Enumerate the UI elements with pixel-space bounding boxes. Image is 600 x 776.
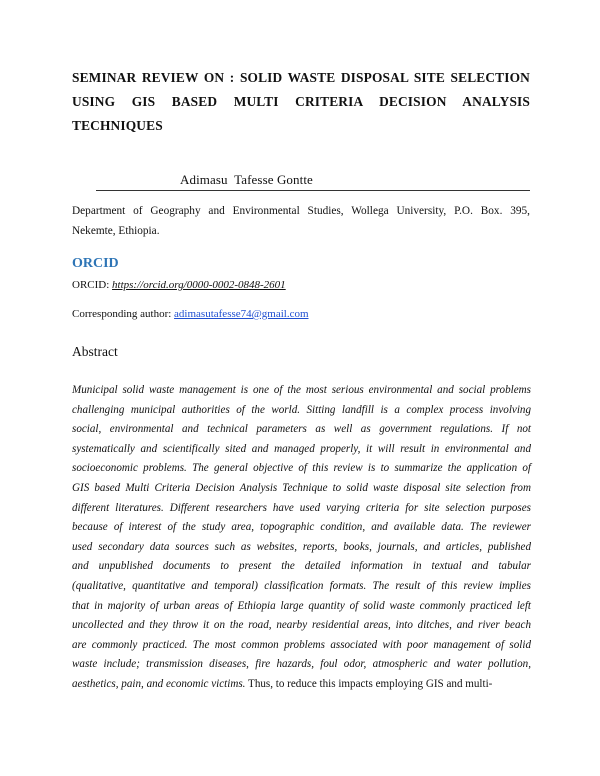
title-line: SEMINAR REVIEW ON : SOLID WASTE DISPOSAL SITE SELECTION bbox=[72, 70, 530, 85]
author-divider bbox=[96, 190, 530, 191]
abstract-last-italic: aesthetics, pain, and economic victims. bbox=[72, 677, 246, 690]
affiliation-line: Department of Geography and Environmental Studies, Wollega University, P.O. Box. 395, bbox=[72, 205, 530, 217]
affiliation-line: Nekemte, Ethiopia. bbox=[72, 225, 160, 237]
abstract-line: different literatures. Different researchers have used varying criteria for site selection purposes bbox=[72, 501, 531, 514]
email-link[interactable]: adimasutafesse74@gmail.com bbox=[174, 308, 309, 320]
abstract-line bbox=[72, 675, 531, 695]
abstract-line: waste include; transmission diseases, fire hazards, foul odor, atmospheric and water pollution, bbox=[72, 658, 531, 671]
abstract-line: and unpublished documents to present the detailed information in textual and tabular bbox=[72, 560, 531, 573]
paper-title bbox=[72, 66, 530, 138]
corresponding-author bbox=[72, 308, 309, 320]
abstract-line: are commonly practiced. The most common problems associated with poor management of solid bbox=[72, 638, 531, 651]
title-line: USING GIS BASED MULTI CRITERIA DECISION ANALYSIS bbox=[72, 94, 530, 109]
title-line: TECHNIQUES bbox=[72, 118, 163, 133]
abstract-line: systematically and scientifically sited and managed properly, it will result in environmental and bbox=[72, 442, 531, 455]
abstract-line: socioeconomic problems. The general objective of this review is to summarize the application of bbox=[72, 462, 531, 475]
abstract-line: social, environmental and technical parameters as well as government regulations. If not bbox=[72, 423, 531, 436]
abstract-line: GIS based Multi Criteria Decision Analysis Technique to solid waste disposal site selection from bbox=[72, 481, 531, 494]
abstract-line: that in majority of urban areas of Ethiopia large quantity of solid waste commonly practiced left bbox=[72, 599, 531, 612]
abstract-last-upright: Thus, to reduce this impacts employing GIS and multi- bbox=[245, 677, 493, 690]
orcid-line bbox=[72, 279, 286, 291]
corresponding-label: Corresponding author: bbox=[72, 308, 175, 320]
abstract-body bbox=[72, 381, 531, 695]
abstract-line: because of interest of the study area, topographic condition, and available data. The reviewer bbox=[72, 521, 531, 534]
author-name: Adimasu Tafesse Gontte bbox=[180, 172, 313, 187]
abstract-line: Municipal solid waste management is one of the most serious environmental and social problems bbox=[72, 384, 531, 396]
orcid-link[interactable]: https://orcid.org/0000-0002-0848-2601 bbox=[112, 279, 286, 291]
abstract-line: (qualitative, quantitative and temporal) classification formats. The result of this review implies bbox=[72, 579, 531, 592]
orcid-label: ORCID: bbox=[72, 279, 113, 291]
abstract-line: challenging municipal authorities of the world. Sitting landfill is a complex process involving bbox=[72, 403, 531, 416]
affiliation bbox=[72, 201, 530, 241]
abstract-line: used secondary data sources such as websites, reports, books, journals, and articles, published bbox=[72, 540, 531, 553]
abstract-line: uncollected and they throw it on the road, nearby residential areas, into ditches, and river beach bbox=[72, 619, 531, 632]
orcid-heading: ORCID bbox=[72, 256, 119, 271]
abstract-heading: Abstract bbox=[72, 344, 118, 359]
